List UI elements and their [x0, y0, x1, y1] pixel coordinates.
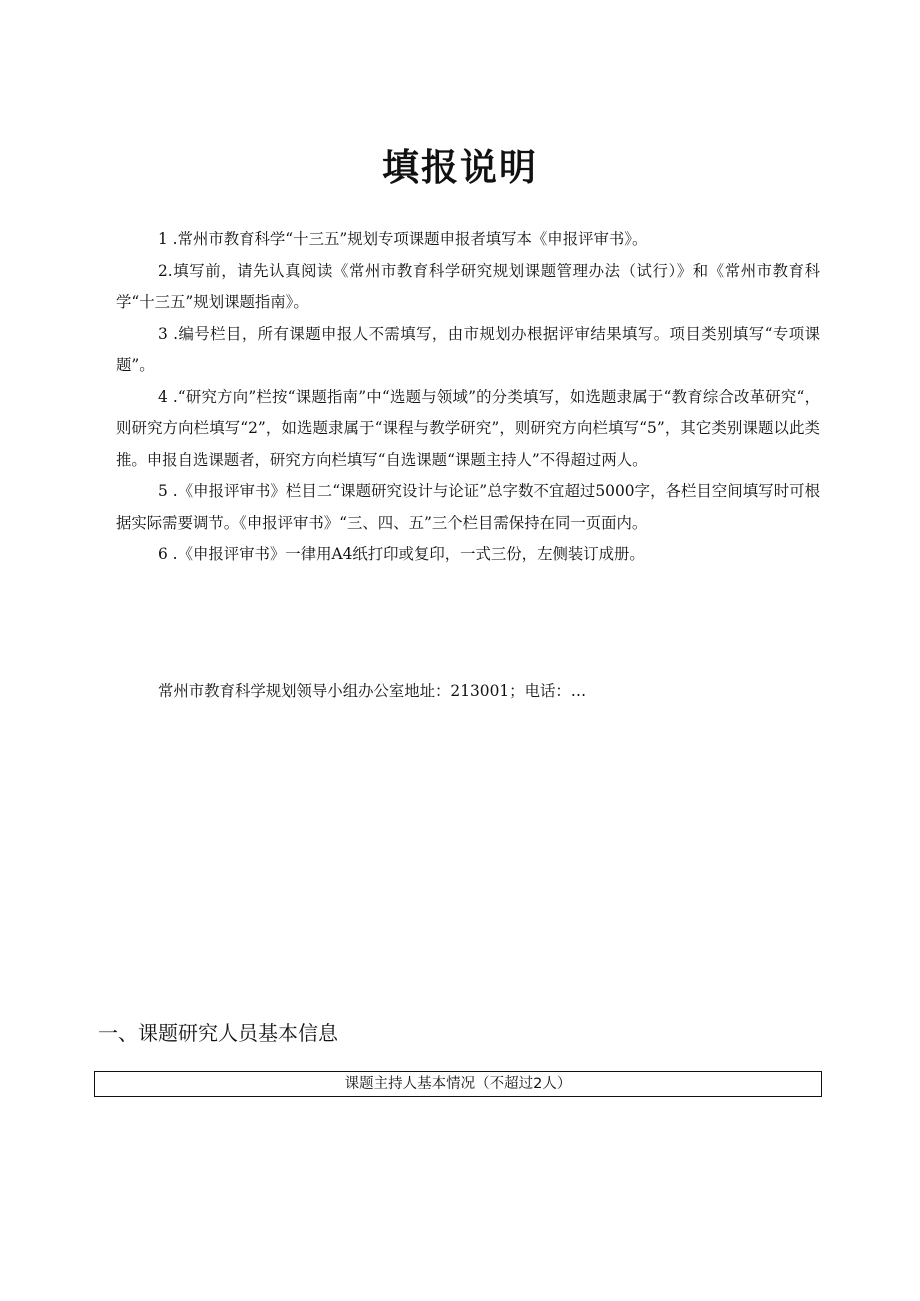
instructions-list — [116, 224, 820, 571]
office-address: 常州市教育科学规划领导小组办公室地址：213001；电话：… — [158, 682, 587, 700]
section-heading: 一、课题研究人员基本信息 — [98, 1021, 338, 1045]
instruction-item-6: 6 .《申报评审书》一律用A4纸打印或复印，一式三份，左侧装订成册。 — [158, 545, 645, 563]
instruction-item-4: 4 .“研究方向”栏按“课题指南”中“选题与领域”的分类填写，如选题隶属于“教育综合改革研究“，则研究方向栏填写“2”，如选题隶属于“课程与教学研究”，则研究方向栏填写“5”，其它类别课题以此类推。申报自选课题者，研究方向栏填写“自选课题“课题主持人”不得超过两人。 — [116, 387, 820, 469]
instruction-item-3: 3 .编号栏目，所有课题申报人不需填写，由市规划办根据评审结果填写。项目类别填写“专项课题”。 — [116, 324, 820, 374]
table-header-cell: 课题主持人基本情况（不超过2人） — [344, 1076, 572, 1092]
instruction-item-2: 2.填写前，请先认真阅读《常州市教育科学研究规划课题管理办法（试行）》和《常州市教育科学“十三五”规划课题指南》。 — [116, 261, 820, 311]
page-title: 填报说明 — [382, 146, 538, 189]
host-info-table — [94, 1071, 822, 1097]
instruction-item-1: 1 .常州市教育科学“十三五”规划专项课题申报者填写本《申报评审书》。 — [158, 230, 648, 248]
instruction-item-5: 5 .《申报评审书》栏目二“课题研究设计与论证”总字数不宜超过5000字，各栏目空间填写时可根据实际需要调节。《申报评审书》“三、四、五”三个栏目需保持在同一页面内。 — [116, 482, 820, 532]
